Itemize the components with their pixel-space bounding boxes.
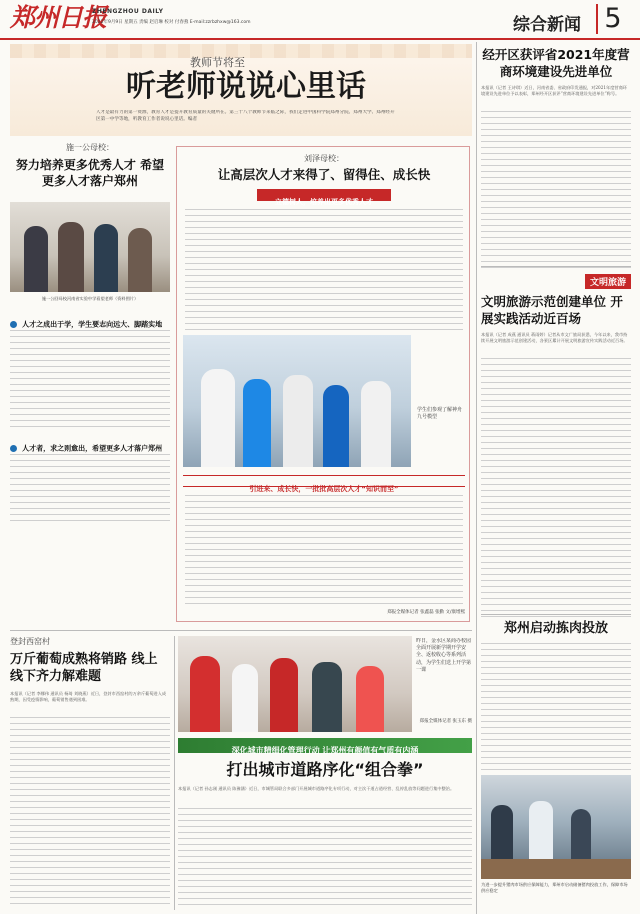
- story2-sub1: 立德树人，培养出更多优秀人才: [257, 189, 391, 201]
- right3-body: [481, 641, 631, 771]
- right2-tag: 文明旅游: [585, 274, 631, 289]
- story2-photo: [183, 335, 411, 467]
- right1-headline: 经开区获评省2021年度营商环境建设先进单位: [482, 47, 630, 79]
- story-2: [176, 146, 470, 622]
- masthead-rule: [0, 38, 640, 40]
- right3-photo: [481, 775, 631, 879]
- story2-headline: 让高层次人才来得了、留得住、成长快: [217, 167, 431, 182]
- bullet-icon: [10, 445, 17, 452]
- story1-body-2: [10, 452, 170, 526]
- page-number: 5: [596, 4, 628, 34]
- bottom-mid-photo: [178, 636, 412, 732]
- story1-headline: 努力培养更多优秀人才 希望更多人才落户郑州: [15, 158, 165, 188]
- bottom-mid-headline: 打出城市道路序化“组合拳”: [226, 760, 424, 779]
- story2-sub2: 引进来、成长快，一批批高层次人才“知识而至”: [183, 475, 465, 487]
- right-divider-2: [481, 614, 631, 615]
- right-story-2: [481, 270, 631, 610]
- right3-caption: 为进一步提升猪肉市场供应保障能力，郑州市启动储备猪肉投放工作，保障市场供应稳定: [481, 882, 628, 893]
- section-divider: [10, 630, 472, 631]
- masthead: [0, 0, 640, 42]
- story-1: [10, 142, 170, 527]
- right2-headline: 文明旅游示范创建单位 开展实践活动近百场: [481, 294, 623, 326]
- lead-headline: 听老师说说心里话: [126, 69, 366, 104]
- right1-lead: 本报讯（记者 王诗琪）近日，河南省委、省政府印发通报，对2021年度营商环境建设先进单位予以表彰，郑州经开区获评“营商环境建设先进单位”称号。: [481, 85, 627, 96]
- masthead-logo: 郑州日报: [10, 3, 107, 32]
- bullet-icon: [10, 321, 17, 328]
- story1-sub1: 人才之成出于学，学生要志向远大、脚踏实地: [10, 314, 170, 333]
- bottom-left-kicker: 登封西窑村: [10, 637, 50, 646]
- bottom-left-body: [10, 715, 170, 905]
- bottom-left-headline: 万斤葡萄成熟将销路 线上线下齐力解难题: [10, 652, 158, 684]
- bottom-mid-banner: 深化城市精细化管理行动 让郑州有颜值有气质有内涵: [178, 738, 472, 753]
- right2-body: [481, 356, 631, 618]
- story2-kicker: 刘泽母校：: [304, 154, 344, 163]
- right-story-1: [481, 46, 631, 262]
- masthead-date-line: 2022年9月9日 星期五 责编 赵启琳 校对 付春燕 E-mail:zzrbzhxw@163.com: [92, 20, 251, 25]
- story1-caption: 施一公回母校河南省实验中学看望老师（资料图片）: [41, 296, 139, 301]
- masthead-logo-en: ZHENGZHOU DAILY: [92, 8, 164, 15]
- story2-caption: 学生们参观了解神舟九号模型: [417, 407, 463, 420]
- story2-byline: 郑报全媒体记者 张鑫磊 张勤 文/康增熙: [387, 610, 465, 615]
- column-divider-right: [476, 42, 477, 914]
- lead-kicker: 教师节将至: [190, 56, 245, 69]
- bottom-left-lead: 本报讯（记者 李娜伟 通讯员 杨琦 刘晓燕）近日，登封市西窑村的万余斤葡萄进入成熟期，因受疫情影响，葡萄销售遇到困难。: [10, 691, 167, 702]
- right2-lead: 本报讯（记者 成燕 通讯员 蒋雨婷）记者从市文广旅局获悉，今年以来，我市持续开展文明旅游示范创建活动，各景区累计开展文明旅游宣传实践活动近百场。: [481, 332, 628, 343]
- bottom-mid-caption: 昨日，金水区某商办校园全面开展新学期开学安全、返校收心等系列活动，为学生们送上开学第一课 郑报全媒体记者 张玉东 摄: [416, 638, 472, 724]
- story2-body-2: [185, 493, 463, 607]
- lead-banner: [10, 44, 472, 136]
- right1-body: [481, 109, 631, 269]
- bottom-left-story: [10, 636, 170, 910]
- story1-kicker: 施一公母校：: [66, 143, 114, 152]
- right-story-3: [481, 620, 631, 910]
- lead-intro: 人才是最有力的第一资源，教育人才是提升教育质量的关键所在。第三十八个教师节来临之际，我们走进中国科学院郑州分院、郑州大学、郑州经开区第一中学等地，听教育工作者说说心里话。编者: [96, 110, 395, 122]
- section-title: 综合新闻: [513, 15, 581, 35]
- story1-sub2: 人才者，求之则愈出，希望更多人才落户郑州: [10, 438, 170, 457]
- story2-body-1: [185, 207, 463, 331]
- story1-body-1: [10, 328, 170, 428]
- bottom-mid-body: [178, 806, 472, 910]
- right-divider-1: [481, 266, 631, 267]
- column-divider-bottom: [174, 636, 175, 910]
- story1-photo: [10, 202, 170, 292]
- bottom-mid-lead: 本报讯（记者 孙志刚 通讯员 陈豫涵）近日，市城管局联合多部门开展城市道路序化专项行动，对主次干道占道经营、乱停乱放等问题进行集中整治。: [178, 786, 455, 791]
- right3-headline: 郑州启动拣肉投放: [503, 621, 608, 636]
